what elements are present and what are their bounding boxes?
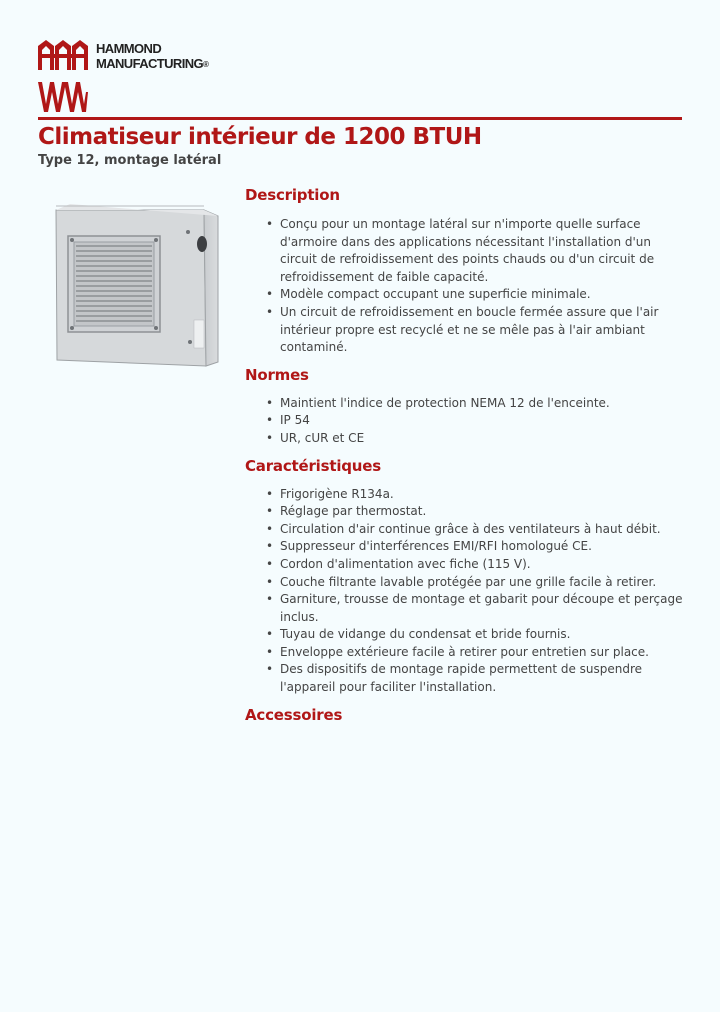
section-heading-accessoires: Accessoires <box>245 705 343 724</box>
section-heading-description: Description <box>245 186 340 204</box>
list-item: • Conçu pour un montage latéral sur n'importe quelle surface d'armoire dans des applications nécessitant l'installation d'un circuit de refroidissement des points chauds ou d'un circuit de refroidissement de faible capacité. <box>245 216 690 286</box>
list-item: • IP 54 <box>245 412 690 430</box>
list-item: • Réglage par thermostat. <box>245 503 690 521</box>
list-item: • Tuyau de vidange du condensat et bride fournis. <box>245 626 690 644</box>
section-heading-caracteristiques: Caractéristiques <box>245 456 381 475</box>
list-item: • Maintient l'indice de protection NEMA 12 de l'enceinte. <box>245 395 690 413</box>
caracteristiques-list <box>245 486 690 697</box>
logo-line-2-text: MANUFACTURING <box>96 56 204 71</box>
logo-line-1: HAMMOND <box>96 41 162 56</box>
hammond-logo <box>38 40 238 114</box>
list-item: • Frigorigène R134a. <box>245 486 690 504</box>
main-content <box>245 184 690 726</box>
list-item: • Circulation d'air continue grâce à des ventilateurs à haut débit. <box>245 521 690 539</box>
list-item: • Couche filtrante lavable protégée par une grille facile à retirer. <box>245 574 690 592</box>
list-item: • Suppresseur d'interférences EMI/RFI homologué CE. <box>245 538 690 556</box>
header-divider <box>38 117 682 120</box>
list-item: • Modèle compact occupant une superficie minimale. <box>245 286 690 304</box>
normes-list <box>245 395 690 448</box>
logo-wordmark <box>96 41 208 72</box>
page-title: Climatiseur intérieur de 1200 BTUH <box>38 124 482 150</box>
logo-line-2 <box>96 56 208 72</box>
registered-mark: ® <box>203 60 209 70</box>
list-item: • Enveloppe extérieure facile à retirer pour entretien sur place. <box>245 644 690 662</box>
list-item: • Un circuit de refroidissement en boucle fermée assure que l'air intérieur propre est recyclé et ne se mêle pas à l'air ambiant contaminé. <box>245 304 690 357</box>
hammond-logo-mark-icon <box>38 40 88 112</box>
list-item: • Garniture, trousse de montage et gabarit pour découpe et perçage inclus. <box>245 591 690 626</box>
list-item: • Des dispositifs de montage rapide permettent de suspendre l'appareil pour faciliter l'installation. <box>245 661 690 696</box>
section-heading-normes: Normes <box>245 365 309 384</box>
page-subtitle: Type 12, montage latéral <box>38 153 222 168</box>
list-item: • UR, cUR et CE <box>245 430 690 448</box>
product-image <box>54 202 220 368</box>
list-item: • Cordon d'alimentation avec fiche (115 V). <box>245 556 690 574</box>
description-list <box>245 216 690 357</box>
